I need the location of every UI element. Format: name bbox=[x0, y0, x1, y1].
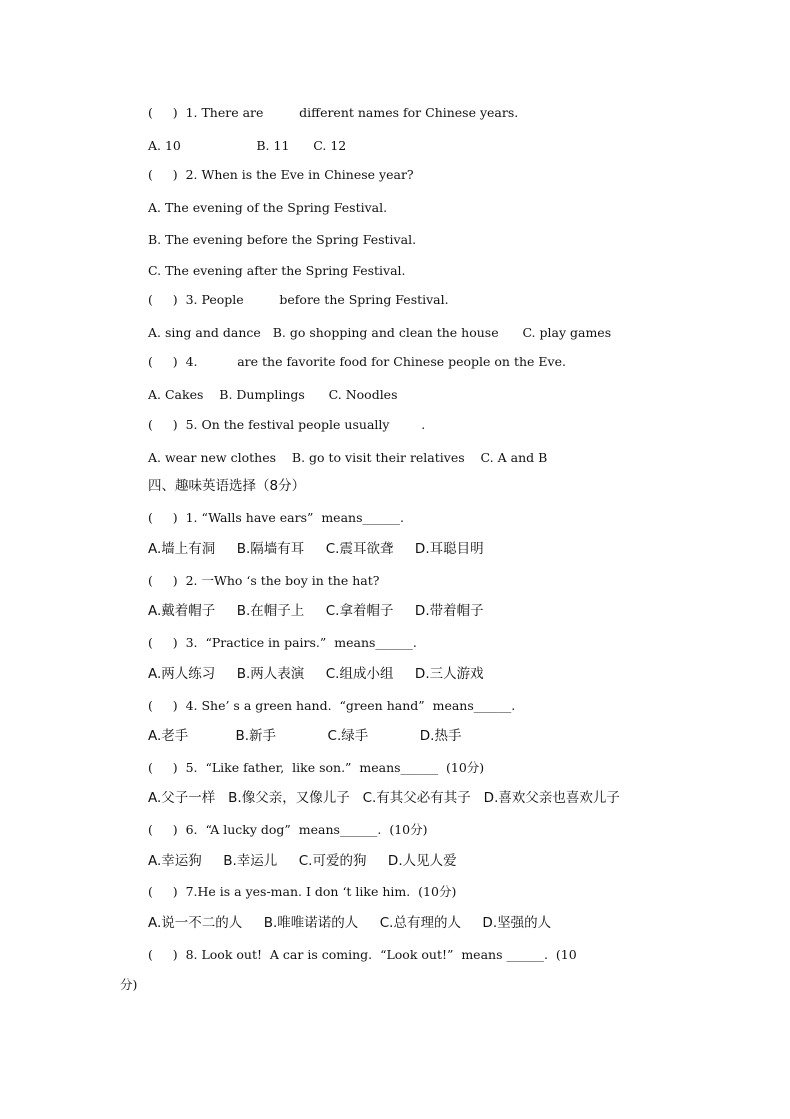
fun-question-5: ( ) 5. “Like father, like son.” means______ (10分) bbox=[148, 760, 485, 775]
fun-question-4: ( ) 4. She’ s a green hand. “green hand” means______. bbox=[148, 698, 516, 713]
question-3-options: A. sing and dance B. go shopping and clean the house C. play games bbox=[148, 325, 612, 340]
fun-question-3: ( ) 3. “Practice in pairs.” means______. bbox=[148, 635, 417, 650]
question-4-options: A. Cakes B. Dumplings C. Noodles bbox=[148, 387, 398, 402]
question-2-option-c: C. The evening after the Spring Festival. bbox=[148, 263, 406, 278]
fun-question-2-options: A.戴着帽子 B.在帽子上 C.拿着帽子 D.带着帽子 bbox=[148, 603, 484, 619]
question-5-options: A. wear new clothes B. go to visit their relatives C. A and B bbox=[148, 450, 548, 465]
fun-question-6: ( ) 6. “A lucky dog” means______. (10分) bbox=[148, 822, 428, 837]
fun-question-7-options: A.说一不二的人 B.唯唯诺诺的人 C.总有理的人 D.坚强的人 bbox=[148, 915, 552, 931]
question-2-option-a: A. The evening of the Spring Festival. bbox=[148, 200, 388, 215]
fun-question-4-options: A.老手 B.新手 C.绿手 D.热手 bbox=[148, 728, 462, 744]
question-3: ( ) 3. People before the Spring Festival. bbox=[148, 292, 449, 307]
fun-question-3-options: A.两人练习 B.两人表演 C.组成小组 D.三人游戏 bbox=[148, 666, 484, 682]
question-2-option-b: B. The evening before the Spring Festival. bbox=[148, 232, 417, 247]
section-heading: 四、趣味英语选择（8分） bbox=[148, 478, 306, 494]
fun-question-8-wrap: 分) bbox=[120, 977, 138, 992]
fun-question-2: ( ) 2. 一Who ‘s the boy in the hat? bbox=[148, 573, 380, 588]
fun-question-6-options: A.幸运狗 B.幸运儿 C.可爱的狗 D.人见人爱 bbox=[148, 853, 457, 869]
question-2: ( ) 2. When is the Eve in Chinese year? bbox=[148, 167, 414, 182]
fun-question-5-options: A.父子一样 B.像父亲，又像儿子 C.有其父必有其子 D.喜欢父亲也喜欢儿子 bbox=[148, 790, 620, 806]
question-4: ( ) 4. are the favorite food for Chinese people on the Eve. bbox=[148, 354, 566, 369]
question-1: ( ) 1. There are different names for Chinese years. bbox=[148, 105, 519, 120]
fun-question-7: ( ) 7.He is a yes-man. I don ‘t like him. (10分) bbox=[148, 884, 457, 899]
fun-question-8: ( ) 8. Look out! A car is coming. “Look out!” means ______. (10 bbox=[148, 947, 577, 962]
question-1-options: A. 10 B. 11 C. 12 bbox=[148, 138, 347, 153]
fun-question-1-options: A.墙上有洞 B.隔墙有耳 C.震耳欲聋 D.耳聪目明 bbox=[148, 541, 484, 557]
fun-question-1: ( ) 1. “Walls have ears” means______. bbox=[148, 510, 404, 525]
question-5: ( ) 5. On the festival people usually . bbox=[148, 417, 426, 432]
